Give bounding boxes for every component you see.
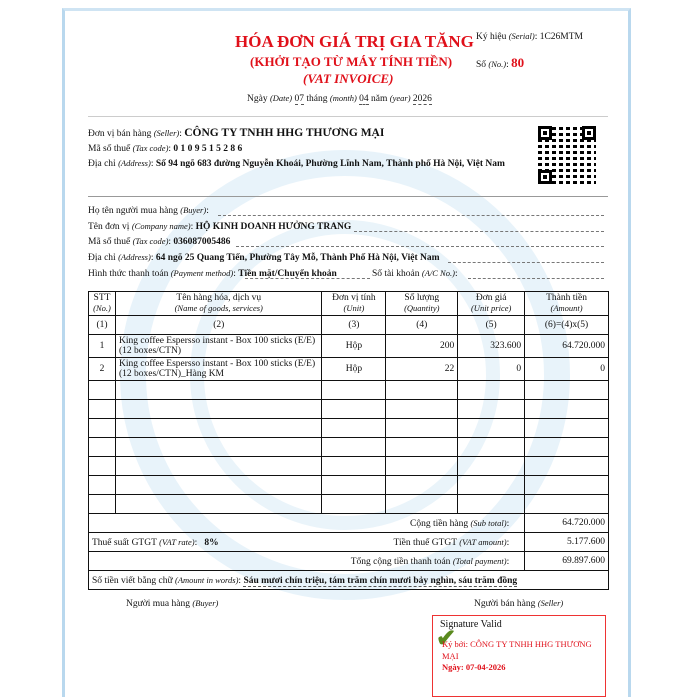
buyer-name: Họ tên người mua hàng (Buyer): [88, 205, 209, 216]
empty-row [89, 381, 609, 400]
invoice-title: HÓA ĐƠN GIÁ TRỊ GIA TĂNG [235, 32, 474, 51]
qr-code [538, 126, 596, 184]
seller-address: Địa chỉ (Address): Số 94 ngõ 683 đường Nguyễn Khoái, Phường Lĩnh Nam, Thành phố Hà Nội, Việt Nam [88, 158, 505, 169]
invoice-date: Ngày (Date) 07 tháng (month) 04 năm (year) 2026 [247, 93, 432, 104]
signed-by: Ký bởi: CÔNG TY TNHH HHG THƯƠNG MẠI [442, 639, 592, 661]
amount-in-words-row: Số tiền viết bằng chữ (Amount in words): Sáu mươi chín triệu, tám trăm chín mươi bảy nghìn, sáu trăm đồng [89, 571, 609, 590]
buyer-tax-code: Mã số thuế (Tax code): 036087005486 [88, 236, 231, 247]
empty-row [89, 419, 609, 438]
subtotal-row: Cộng tiền hàng (Sub total): 64.720.000 [89, 514, 609, 533]
account-number: Số tài khoản (A/C No.): [372, 268, 458, 279]
total-row: Tổng cộng tiền thanh toán (Total payment): 69.897.600 [89, 552, 609, 571]
payment-method: Hình thức thanh toán (Payment method): Tiền mặt/Chuyển khoản [88, 268, 337, 279]
table-row: 2 King coffee Espersso instant - Box 100 sticks (E/E) (12 boxes/CTN)_Hàng KM Hộp 22 0 0 [89, 358, 609, 381]
buyer-address: Địa chỉ (Address): 64 ngõ 25 Quang Tiến, Phường Tây Mỗ, Thành Phố Hà Nội, Việt Nam [88, 252, 440, 263]
empty-row [89, 495, 609, 514]
signature-valid-text: Signature Valid [440, 619, 502, 630]
empty-row [89, 438, 609, 457]
digital-signature-box[interactable] [432, 615, 606, 697]
invoice-subtitle: (KHỞI TẠO TỪ MÁY TÍNH TIỀN) [250, 54, 453, 69]
buyer-signature-label: Người mua hàng (Buyer) [126, 598, 219, 609]
serial: Ký hiệu (Serial): 1C26MTM [476, 31, 583, 42]
table-header: STT (No.) Tên hàng hóa, dịch vụ (Name of goods, services) Đơn vị tính (Unit) Số lượng (Quantity) Đơn giá (Unit price) Thành tiền (Amount) [89, 292, 609, 316]
goods-table [88, 291, 609, 590]
seller-tax-code: Mã số thuế (Tax code): 0 1 0 9 5 1 5 2 8 6 [88, 143, 243, 154]
invoice-number: Số (No.): 80 [476, 55, 525, 70]
buyer-company: Tên đơn vị (Company name): HỘ KINH DOANH HƯỞNG TRANG [88, 221, 352, 232]
column-index-row: (1) (2) (3) (4) (5) (6)=(4)x(5) [89, 316, 609, 335]
signature-date: Ngày: 07-04-2026 [442, 662, 506, 672]
checkmark-icon: ✔ [436, 626, 457, 652]
seller-signature-label: Người bán hàng (Seller) [474, 598, 564, 609]
seller-name: Đơn vị bán hàng (Seller): CÔNG TY TNHH HHG THƯƠNG MẠI [88, 127, 385, 139]
invoice-subtitle-en: (VAT INVOICE) [303, 71, 394, 86]
empty-row [89, 476, 609, 495]
vat-row: Thuế suất GTGT (VAT rate): 8% Tiền thuế GTGT (VAT amount): 5.177.600 [89, 533, 609, 552]
empty-row [89, 400, 609, 419]
table-row: 1 King coffee Espersso instant - Box 100 sticks (E/E) (12 boxes/CTN) Hộp 200 323.600 64.720.000 [89, 335, 609, 358]
empty-row [89, 457, 609, 476]
